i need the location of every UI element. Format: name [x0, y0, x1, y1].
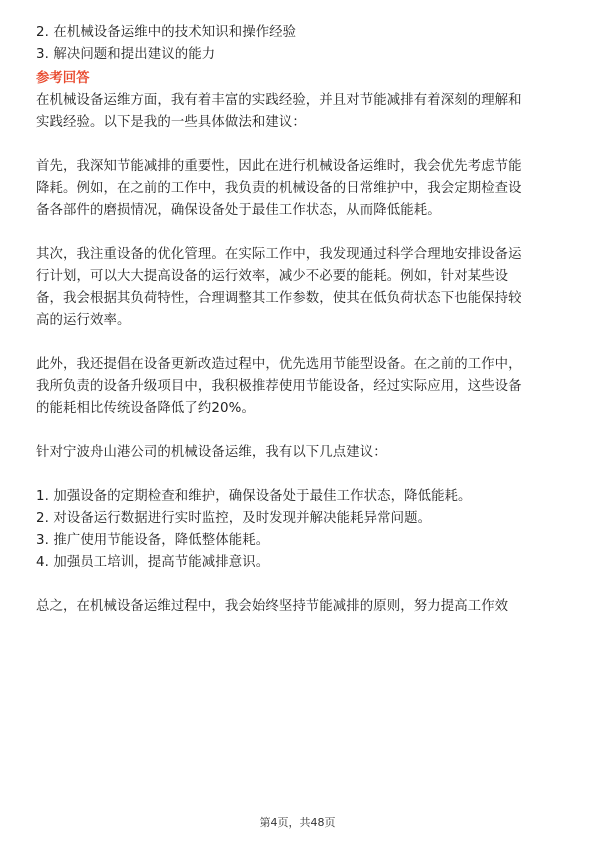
suggestion-item: 4. 加强员工培训，提高节能减排意识。 [36, 555, 270, 570]
paragraph-line: 备，我会根据其负荷特性，合理调整其工作参数，使其在低负荷状态下也能保持较 [36, 291, 522, 306]
suggestion-item: 1. 加强设备的定期检查和维护，确保设备处于最佳工作状态，降低能耗。 [36, 489, 472, 504]
paragraph [36, 442, 558, 464]
paragraph-line: 在机械设备运维方面，我有着丰富的实践经验，并且对节能减排有着深刻的理解和 [36, 93, 522, 108]
paragraph [36, 244, 558, 332]
paragraph-line: 备各部件的磨损情况，确保设备处于最佳工作状态，从而降低能耗。 [36, 203, 441, 218]
paragraph [36, 354, 558, 420]
paragraph-line: 高的运行效率。 [36, 313, 131, 328]
paragraph-line: 行计划，可以大大提高设备的运行效率，减少不必要的能耗。例如，针对某些设 [36, 269, 509, 284]
page-content [36, 22, 558, 618]
suggestion-list [36, 486, 558, 574]
paragraph-line: 针对宁波舟山港公司的机械设备运维，我有以下几点建议： [36, 445, 387, 460]
answer-heading: 参考回答 [36, 71, 90, 86]
paragraph-line: 此外，我还提倡在设备更新改造过程中，优先选用节能型设备。在之前的工作中， [36, 357, 522, 372]
paragraph-line: 实践经验。以下是我的一些具体做法和建议： [36, 115, 306, 130]
paragraph [36, 156, 558, 222]
paragraph-line: 我所负责的设备升级项目中，我积极推荐使用节能设备，经过实际应用，这些设备 [36, 379, 522, 394]
paragraph-line: 其次，我注重设备的优化管理。在实际工作中，我发现通过科学合理地安排设备运 [36, 247, 522, 262]
intro-item: 2. 在机械设备运维中的技术知识和操作经验 [36, 25, 297, 40]
suggestion-item: 3. 推广使用节能设备，降低整体能耗。 [36, 533, 270, 548]
intro-item: 3. 解决问题和提出建议的能力 [36, 47, 216, 62]
paragraph-line: 首先，我深知节能减排的重要性，因此在进行机械设备运维时，我会优先考虑节能 [36, 159, 522, 174]
paragraph-line: 降耗。例如，在之前的工作中，我负责的机械设备的日常维护中，我会定期检查设 [36, 181, 522, 196]
closing-line: 总之，在机械设备运维过程中，我会始终坚持节能减排的原则，努力提高工作效 [36, 599, 509, 614]
paragraph [36, 90, 558, 134]
paragraph-line: 的能耗相比传统设备降低了约20%。 [36, 401, 255, 416]
page-number: 第4页，共48页 [259, 816, 336, 829]
suggestion-item: 2. 对设备运行数据进行实时监控，及时发现并解决能耗异常问题。 [36, 511, 432, 526]
